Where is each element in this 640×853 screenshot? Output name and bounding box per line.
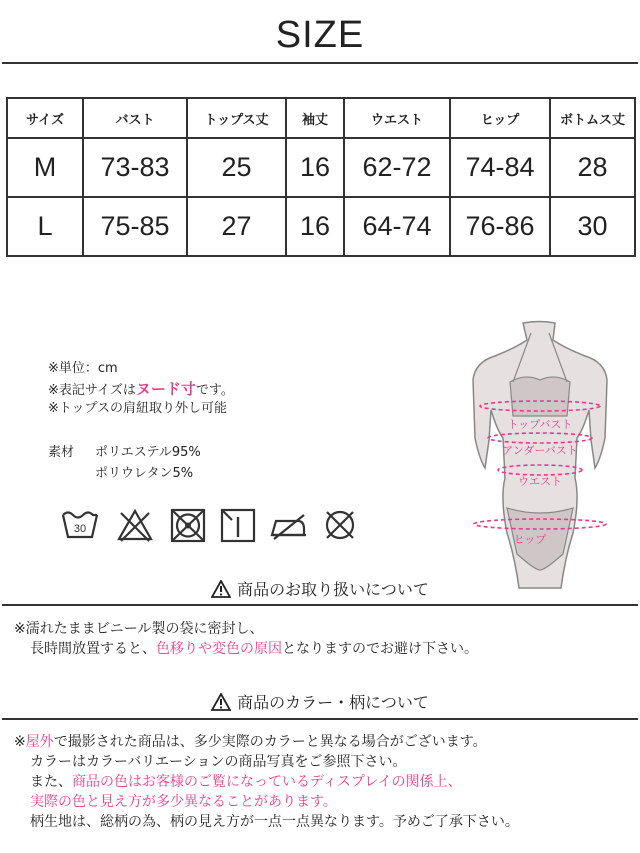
header-sleeve: 袖丈	[286, 98, 344, 138]
color-line-4: 実際の色と見え方が多少異なることがあります。	[30, 794, 337, 810]
unit-note: ※単位：cm	[48, 361, 118, 376]
header-bottoms-length: ボトムス丈	[550, 98, 635, 138]
color-line-1	[14, 732, 487, 752]
color-line-1-suffix: で撮影された商品は、多少実際のカラーと異なる場合がございます。	[53, 734, 487, 750]
handling-heading	[0, 577, 640, 600]
handling-divider	[2, 604, 638, 606]
table-cell: 25	[187, 138, 286, 197]
color-line-3-highlight: 商品の色はお客様のご覧になっているディスプレイの関係上、	[72, 774, 462, 790]
table-header-row	[7, 98, 635, 138]
handling-line-2-highlight: 色移りや変色の原因	[156, 641, 282, 657]
table-cell: 73-83	[83, 138, 187, 197]
no-dry-clean-icon	[320, 505, 360, 545]
table-cell: 74-84	[450, 138, 550, 197]
material-label: 素材	[48, 445, 75, 460]
table-cell: 62-72	[344, 138, 450, 197]
color-heading-text: 商品のカラー・柄について	[237, 693, 429, 712]
table-cell: 27	[187, 197, 286, 256]
color-line-2: カラーはカラーバリエーションの商品写真をご参照下さい。	[30, 754, 407, 770]
color-divider	[2, 718, 638, 720]
wash-30-icon	[60, 505, 100, 545]
strap-note: ※トップスの肩紐取り外し可能	[48, 401, 227, 416]
handling-line-2-prefix: 長時間放置すると、	[30, 641, 156, 657]
no-tumble-dry-icon	[168, 505, 208, 545]
table-cell: 16	[286, 138, 344, 197]
body-measurement-diagram	[455, 318, 625, 593]
size-note-suffix: です。	[195, 383, 234, 398]
label-top-bust: トップバスト	[507, 418, 573, 431]
table-cell: M	[7, 138, 83, 197]
color-heading	[0, 690, 640, 713]
wash-temp-label: 30	[73, 523, 87, 535]
handling-line-2-suffix: となりますのでお避け下さい。	[282, 641, 478, 657]
header-hip: ヒップ	[450, 98, 550, 138]
label-waist: ウエスト	[518, 475, 562, 488]
color-line-1-prefix: ※	[14, 734, 26, 750]
title-divider	[2, 62, 638, 64]
material-line-1: ポリエステル95%	[95, 445, 201, 460]
no-bleach-icon	[115, 505, 155, 545]
page-title: SIZE	[275, 14, 365, 56]
table-cell: 30	[550, 197, 635, 256]
table-cell: 28	[550, 138, 635, 197]
color-line-5: 柄生地は、総柄の為、柄の見え方が一点一点異なります。予めご了承下さい。	[30, 814, 519, 830]
size-note	[48, 379, 234, 401]
handling-line-2	[30, 639, 478, 659]
color-line-1-highlight: 屋外	[25, 734, 54, 750]
size-note-highlight: ヌード寸	[135, 380, 196, 398]
warning-icon	[211, 693, 231, 711]
iron-low-crossed-icon	[268, 505, 308, 545]
header-tops-length: トップス丈	[187, 98, 286, 138]
color-line-3	[30, 772, 462, 792]
header-size: サイズ	[7, 98, 83, 138]
table-cell: 16	[286, 197, 344, 256]
material-line-2: ポリウレタン5%	[95, 466, 194, 481]
table-cell: L	[7, 197, 83, 256]
handling-heading-text: 商品のお取り扱いについて	[237, 580, 429, 599]
size-table	[6, 97, 636, 257]
warning-icon	[211, 580, 231, 598]
header-waist: ウエスト	[344, 98, 450, 138]
size-note-prefix: ※表記サイズは	[48, 383, 136, 398]
color-line-3-prefix: また、	[30, 774, 72, 790]
header-bust: バスト	[83, 98, 187, 138]
table-row	[7, 138, 635, 197]
table-cell: 75-85	[83, 197, 187, 256]
handling-line-1: ※濡れたままビニール製の袋に密封し、	[14, 621, 264, 637]
table-row	[7, 197, 635, 256]
line-dry-shade-icon	[218, 505, 258, 545]
label-hip: ヒップ	[513, 533, 547, 546]
table-cell: 64-74	[344, 197, 450, 256]
label-under-bust: アンダーバスト	[502, 444, 578, 457]
table-cell: 76-86	[450, 197, 550, 256]
